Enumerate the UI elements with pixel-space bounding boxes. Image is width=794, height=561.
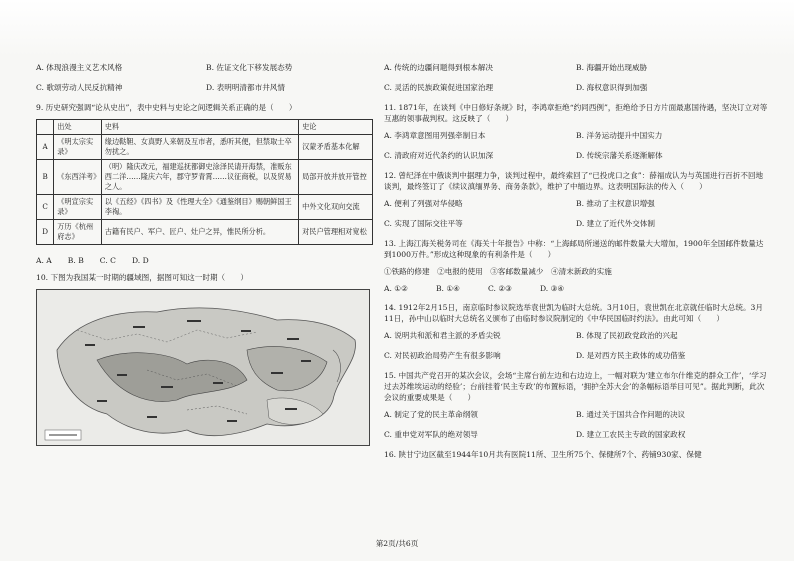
q13-items: ①铁路的修建 ②电报的使用 ③客邮数量减少 ④清末新政的实施 [384, 267, 612, 276]
row-source: 《明宣宗实录》 [54, 195, 102, 220]
table-header-material: 史料 [101, 120, 298, 135]
q9-source-table [36, 119, 373, 245]
q11-options-row1 [384, 130, 768, 141]
territory-map-image [36, 289, 370, 446]
q11-option-d: D. 传统宗藩关系逐渐解体 [576, 151, 663, 160]
row-conclusion: 汉蒙矛盾基本化解 [299, 135, 373, 160]
q13-option-b: B. ①④ [435, 284, 460, 293]
row-source: 《东西洋考》 [54, 160, 102, 195]
q15-stem: 15. 中国共产党召开的某次会议，会场“主席台前左边和右边边上，一幅对联为‘建立布尔什维克的群众工作’，‘学习过去苏维埃运动的经验’；台前挂着‘民主专政’的布置标语，‘拥护全苏大会’的条幅标语举目可见”。据此判断，此次会议的重要成果是（ ） [384, 371, 767, 402]
top-scan-fade [0, 0, 794, 56]
q13-option-a: A. ①② [384, 284, 408, 293]
q10-options-row2 [384, 82, 768, 93]
q10-option-b: B. 海疆开始出现威胁 [576, 63, 648, 72]
right-column [384, 62, 768, 466]
q10-options-row1 [384, 62, 768, 73]
q8-option-a: A. 体现浪漫主义艺术风格 [36, 63, 123, 72]
page-footer: 第2页/共6页 [375, 539, 419, 548]
row-source: 万历《杭州府志》 [54, 220, 102, 245]
q14-option-d: D. 是对西方民主政体的成功借鉴 [576, 351, 686, 360]
table-header-blank [37, 120, 54, 135]
row-source: 《明太宗实录》 [54, 135, 102, 160]
row-material: 古籍有民户、军户、匠户、灶户之异，惟民所分析。 [101, 220, 298, 245]
row-material: （明）隆庆改元，福建巡抚都御史涂泽民请开海禁，准贩东西二洋……隆庆六年，郡守罗青霄……议征商税，以及贸易之人。 [101, 160, 298, 195]
q12-option-a: A. 便利了列强对华侵略 [384, 199, 463, 208]
q12-options-row1 [384, 198, 768, 209]
row-material: 缘边鞑靼、女真野人来朝及互市者，悉听其便，但禁取士卒勿扰之。 [101, 135, 298, 160]
q15-option-c: C. 重申党对军队的绝对领导 [384, 430, 478, 439]
q14-stem: 14. 1912年2月15日，南京临时参议院选举袁世凯为临时大总统。3月10日，袁世凯在北京就任临时大总统。3月11日，孙中山以临时大总统名义颁布了由临时参议院制定的《中华民国临时约法》。由此可知（ ） [384, 303, 763, 323]
row-conclusion: 局部开放并放开管控 [299, 160, 373, 195]
q12-option-d: D. 建立了近代外交体制 [576, 219, 655, 228]
q10-stem: 10. 下图为我国某一时期的疆域图，据图可知这一时期（ ） [36, 273, 248, 282]
q13-option-c: C. ②③ [487, 284, 512, 293]
q11-option-a: A. 李鸿章意图用列强牵制日本 [384, 131, 486, 140]
row-letter: D [37, 220, 54, 245]
q13-options [384, 283, 768, 294]
q14-options-row1 [384, 330, 768, 341]
table-row [37, 220, 373, 245]
q9-stem: 9. 历史研究强调“论从史出”，表中史料与史论之间逻辑关系正确的是（ ） [36, 103, 297, 112]
q13-option-d: D. ③④ [539, 284, 565, 293]
row-conclusion: 对民户管理相对宽松 [299, 220, 373, 245]
q10-option-d: D. 海权意识得到加强 [576, 83, 648, 92]
q8-option-b: B. 佐证文化下移发展态势 [206, 63, 293, 72]
q9-option-c: C. C [99, 256, 116, 265]
q8-options-row1 [36, 62, 376, 73]
q11-option-b: B. 洋务运动提升中国实力 [576, 131, 663, 140]
q10-option-a: A. 传统的边疆问题得到根本解决 [384, 63, 494, 72]
left-column [36, 62, 376, 446]
row-conclusion: 中外文化双向交流 [299, 195, 373, 220]
q9-option-d: D. D [131, 256, 149, 265]
q12-option-c: C. 实现了国际交往平等 [384, 219, 463, 228]
q16-stem: 16. 陕甘宁边区截至1944年10月共有医院11所、卫生所75个、保健所7个、药铺930家、保健 [384, 450, 702, 459]
q12-stem: 12. 曾纪泽在中俄谈判中据理力争，谈判过程中，最终索回了“已投虎口之食”：薛福成认为与英国进行百折不回地谈判，最终签订了《续议滇缅界务、商务条款》，维护了中缅边界。这表明国际法的传入（ ） [384, 171, 764, 191]
q8-option-d: D. 表明明清都市井风情 [206, 83, 285, 92]
q15-options-row2 [384, 429, 768, 440]
q15-options-row1 [384, 409, 768, 420]
table-header-source: 出处 [54, 120, 102, 135]
q11-stem: 11. 1871年，在谈判《中日修好条规》时，李鸿章拒绝“约同西例”，拒绝给予日方片面最惠国待遇，坚决订立对等互惠的领事裁判权。这反映了（ ） [384, 103, 768, 123]
q12-options-row2 [384, 218, 768, 229]
q14-option-b: B. 体现了民初政党政治的兴起 [576, 331, 678, 340]
q11-option-c: C. 清政府对近代条约的认识加深 [384, 151, 494, 160]
q8-options-row2 [36, 82, 376, 93]
q9-option-a: A. A [36, 256, 52, 265]
row-letter: C [37, 195, 54, 220]
table-row [37, 135, 373, 160]
row-material: 以《五经》《四书》及《性理大全》《通鉴纲目》赐朝鲜国王李祹。 [101, 195, 298, 220]
q8-option-c: C. 歌颂劳动人民反抗精神 [36, 83, 123, 92]
q13-stem: 13. 上海江海关税务司在《海关十年报告》中称：“上海邮局所递送的邮件数量大大增加，1900年全国邮件数量达到1000万件。”形成这种现象的有利条件是（ ） [384, 239, 764, 259]
q10-option-c: C. 灵活的民族政策促进国家治理 [384, 83, 494, 92]
table-row [37, 160, 373, 195]
q14-option-c: C. 对民初政治局势产生有很多影响 [384, 351, 501, 360]
q14-options-row2 [384, 350, 768, 361]
table-row [37, 195, 373, 220]
table-header-row [37, 120, 373, 135]
table-header-conclusion: 史论 [299, 120, 373, 135]
q12-option-b: B. 推动了主权意识增强 [576, 199, 655, 208]
q9-option-b: B. B [67, 256, 84, 265]
q11-options-row2 [384, 150, 768, 161]
row-letter: B [37, 160, 54, 195]
q9-answer-options [36, 255, 376, 266]
q15-option-b: B. 通过关于国共合作问题的决议 [576, 410, 686, 419]
row-letter: A [37, 135, 54, 160]
q14-option-a: A. 说明共和派和君主派的矛盾尖锐 [384, 331, 501, 340]
q15-option-a: A. 制定了党的民主革命纲领 [384, 410, 478, 419]
territory-map-drawing [37, 290, 369, 445]
q15-option-d: D. 建立工农民主专政的国家政权 [576, 430, 686, 439]
